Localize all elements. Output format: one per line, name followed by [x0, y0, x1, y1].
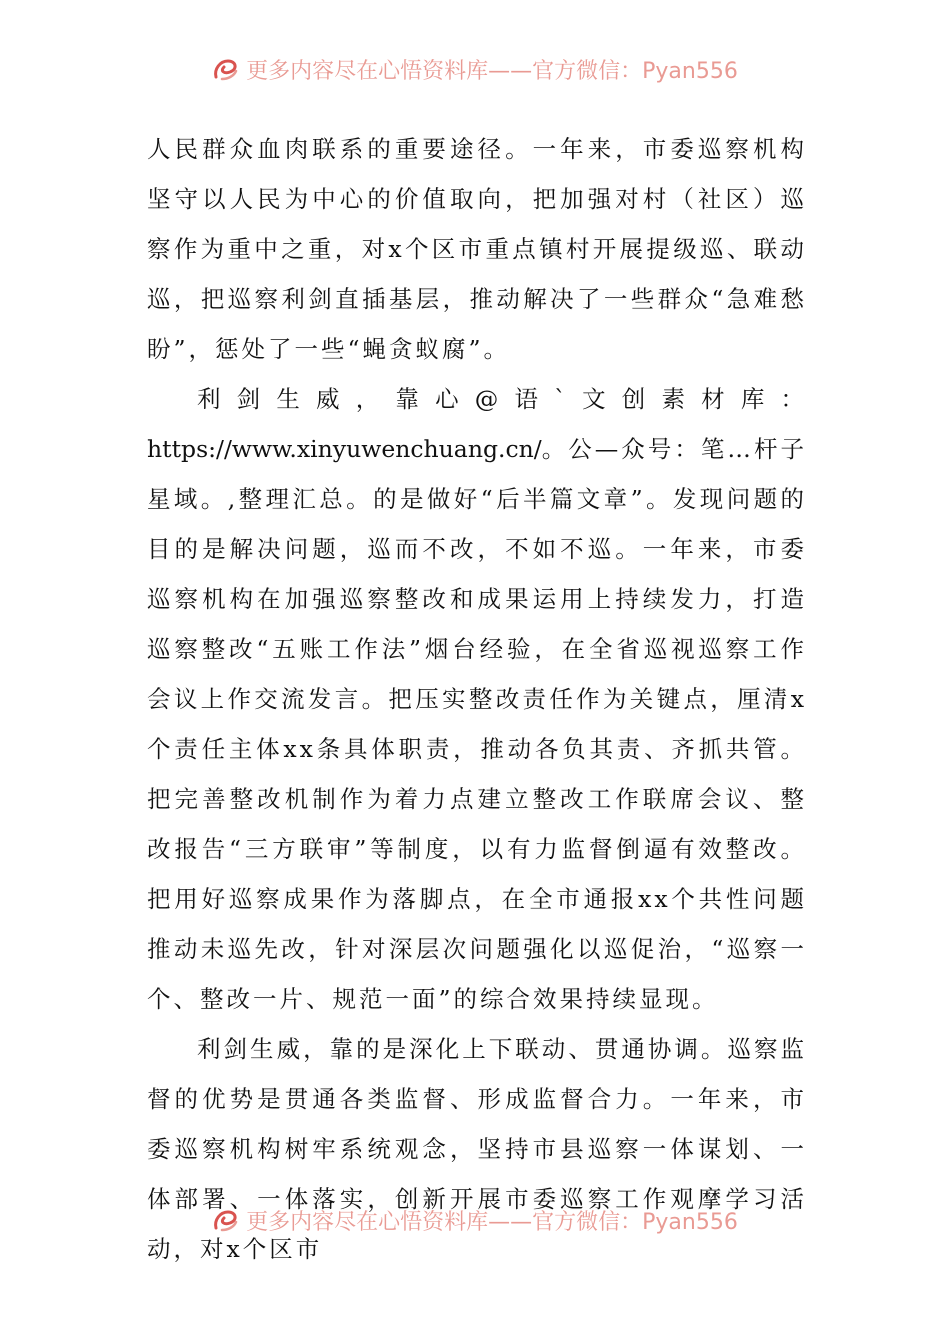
document-body — [147, 124, 807, 1274]
paragraph-1: 人民群众血肉联系的重要途径。一年来，市委巡察机构坚守以人民为中心的价值取向，把加强对村（社区）巡察作为重中之重，对x个区市重点镇村开展提级巡、联动巡，把巡察利剑直插基层，推动解决了一些群众“急难愁盼”，惩处了一些“蝇贪蚁腐”。 — [147, 135, 807, 363]
watermark-text: 更多内容尽在心悟资料库——官方微信：Pyan556 — [246, 1209, 738, 1235]
header-watermark — [0, 54, 950, 84]
watermark-text: 更多内容尽在心悟资料库——官方微信：Pyan556 — [246, 58, 738, 84]
paragraph-2-prefix: 利剑生威，靠心@语`文创素材库： — [197, 385, 807, 413]
source-url: https://www.xinyuwenchuang.cn/ — [147, 435, 542, 463]
paragraph-3: 利剑生威，靠的是深化上下联动、贯通协调。巡察监督的优势是贯通各类监督、形成监督合力。一年来，市委巡察机构树牢系统观念，坚持市县巡察一体谋划、一体部署、一体落实，创新开展市委巡察工作观摩学习活动，对x个区市 — [147, 1035, 807, 1263]
paragraph-2-text: 。公—众号：笔…杆子星域。,整理汇总。的是做好“后半篇文章”。发现问题的目的是解决问题，巡而不改，不如不巡。一年来，市委巡察机构在加强巡察整改和成果运用上持续发力，打造巡察整改“五账工作法”烟台经验，在全省巡视巡察工作会议上作交流发言。把压实整改责任作为关键点，厘清x个责任主体xx条具体职责，推动各负其责、齐抓共管。把完善整改机制作为着力点建立整改工作联席会议、整改报告“三方联审”等制度，以有力监督倒逼有效整改。把用好巡察成果作为落脚点，在全市通报xx个共性问题推动未巡先改，针对深层次问题强化以巡促治，“巡察一个、整改一片、规范一面”的综合效果持续显现。 — [147, 435, 807, 1013]
logo-icon — [212, 1208, 240, 1232]
footer-watermark — [0, 1205, 950, 1235]
logo-icon — [212, 57, 240, 81]
paragraph-2 — [147, 374, 807, 1024]
